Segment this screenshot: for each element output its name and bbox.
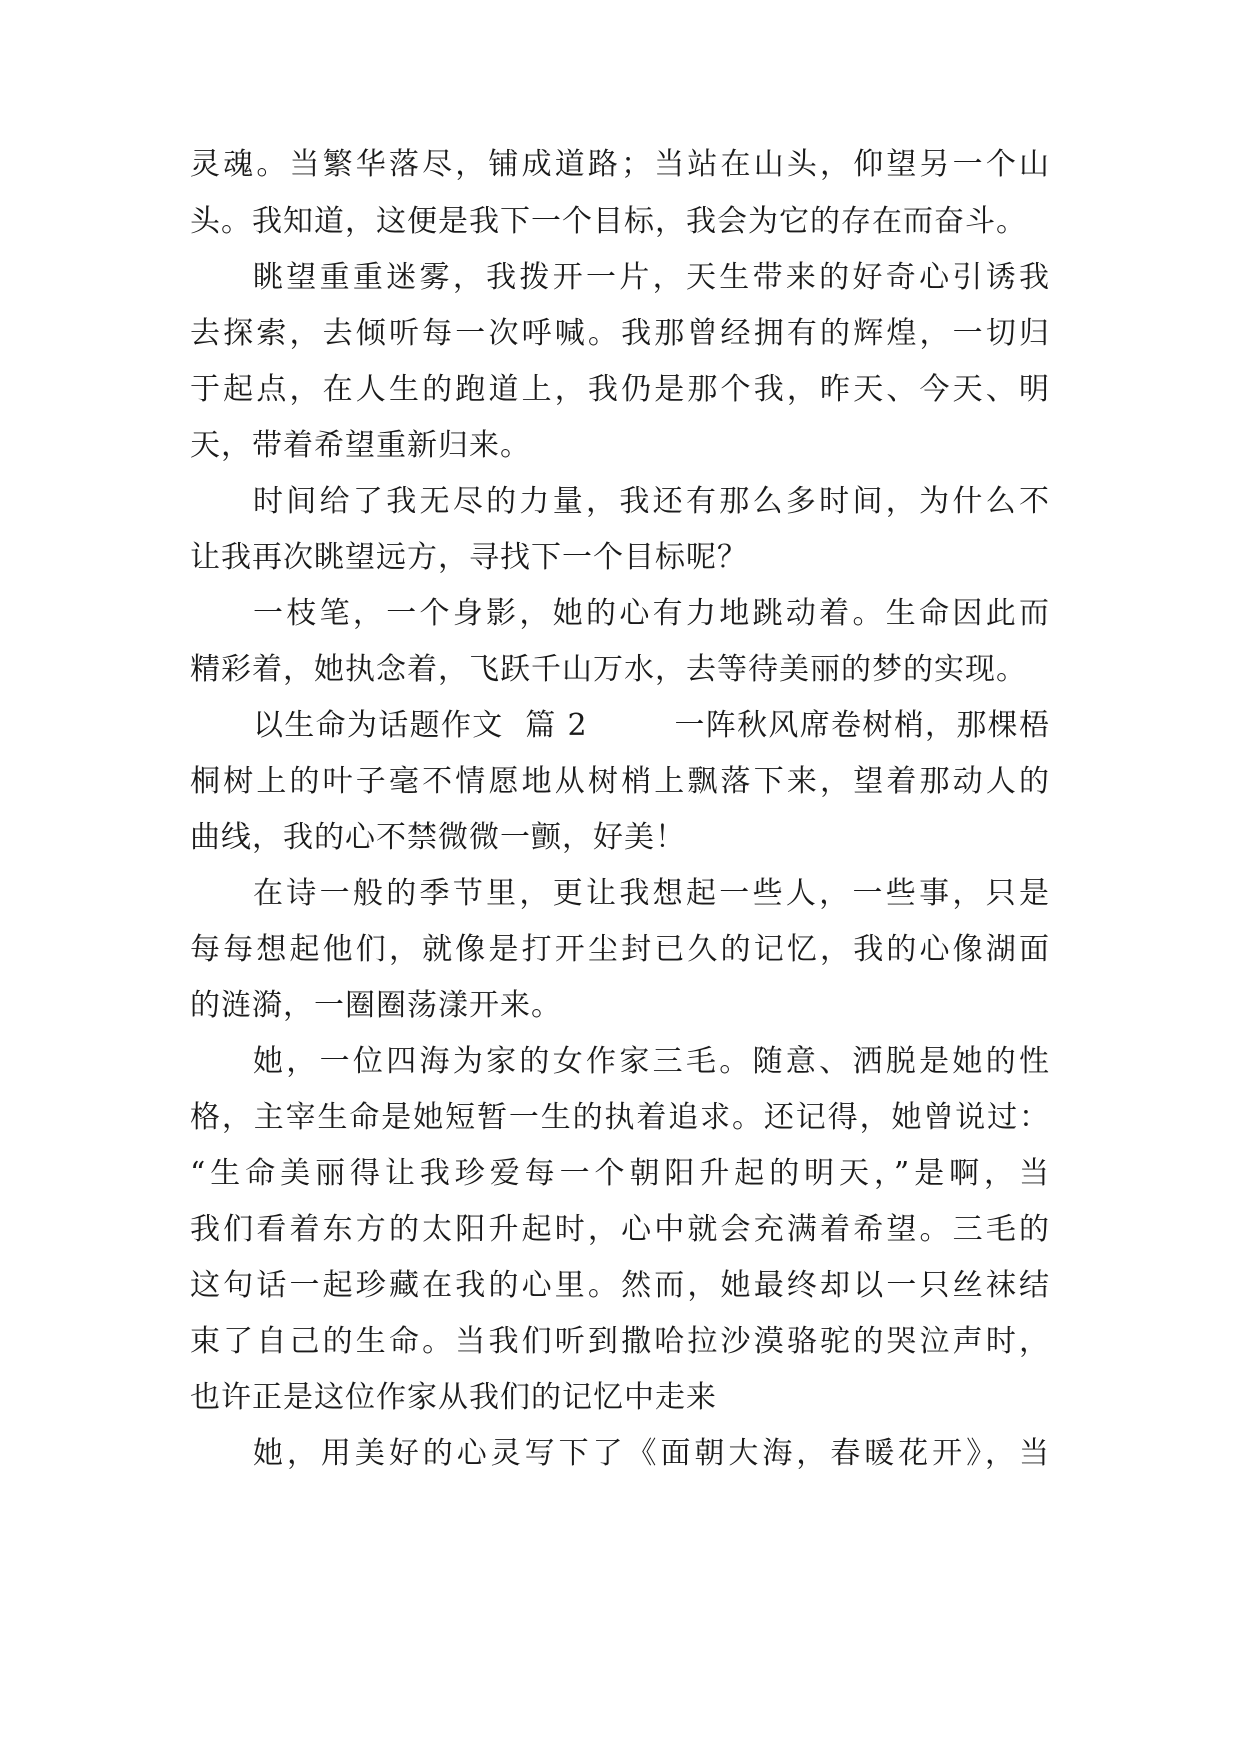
text-line: 她，用美好的心灵写下了《面朝大海，春暖花开》，当 [253,1436,1050,1471]
text-line: 也许正是这位作家从我们的记忆中走来 [190,1380,717,1415]
text-line: 时间给了我无尽的力量，我还有那么多时间，为什么不 [253,484,1050,519]
text-line: 桐树上的叶子毫不情愿地从树梢上飘落下来，望着那动人的 [190,764,1050,799]
text-line: 于起点，在人生的跑道上，我仍是那个我，昨天、今天、明 [190,372,1050,407]
text-line: 让我再次眺望远方，寻找下一个目标呢？ [190,540,748,575]
text-line: 曲线，我的心不禁微微一颤，好美！ [190,820,686,855]
text-line: “生命美丽得让我珍爱每一个朝阳升起的明天，”是啊，当 [190,1156,1050,1191]
text-line: 每每想起他们，就像是打开尘封已久的记忆，我的心像湖面 [190,932,1050,967]
text-line: 一枝笔，一个身影，她的心有力地跳动着。生命因此而 [253,596,1050,631]
text-line: 在诗一般的季节里，更让我想起一些人，一些事，只是 [253,876,1050,911]
text-line: 她，一位四海为家的女作家三毛。随意、洒脱是她的性 [253,1044,1050,1079]
text-line: 精彩着，她执念着，飞跃千山万水，去等待美丽的梦的实现。 [190,652,1027,687]
text-line: 头。我知道，这便是我下一个目标，我会为它的存在而奋斗。 [190,204,1027,239]
text-line: 眺望重重迷雾，我拨开一片，天生带来的好奇心引诱我 [253,260,1050,295]
section-heading-line: 以生命为话题作文 篇 2 一阵秋风席卷树梢，那棵梧 [253,708,1050,743]
text-line: 我们看着东方的太阳升起时，心中就会充满着希望。三毛的 [190,1212,1050,1247]
text-line: 去探索，去倾听每一次呼喊。我那曾经拥有的辉煌，一切归 [190,316,1050,351]
text-line: 束了自己的生命。当我们听到撒哈拉沙漠骆驼的哭泣声时， [190,1324,1050,1359]
text-line: 灵魂。当繁华落尽，铺成道路；当站在山头，仰望另一个山 [190,147,1050,182]
text-line: 天，带着希望重新归来。 [190,428,531,463]
text-line: 的涟漪，一圈圈荡漾开来。 [190,988,562,1023]
text-line: 格，主宰生命是她短暂一生的执着追求。还记得，她曾说过： [190,1100,1050,1135]
text-line: 这句话一起珍藏在我的心里。然而，她最终却以一只丝袜结 [190,1268,1050,1303]
